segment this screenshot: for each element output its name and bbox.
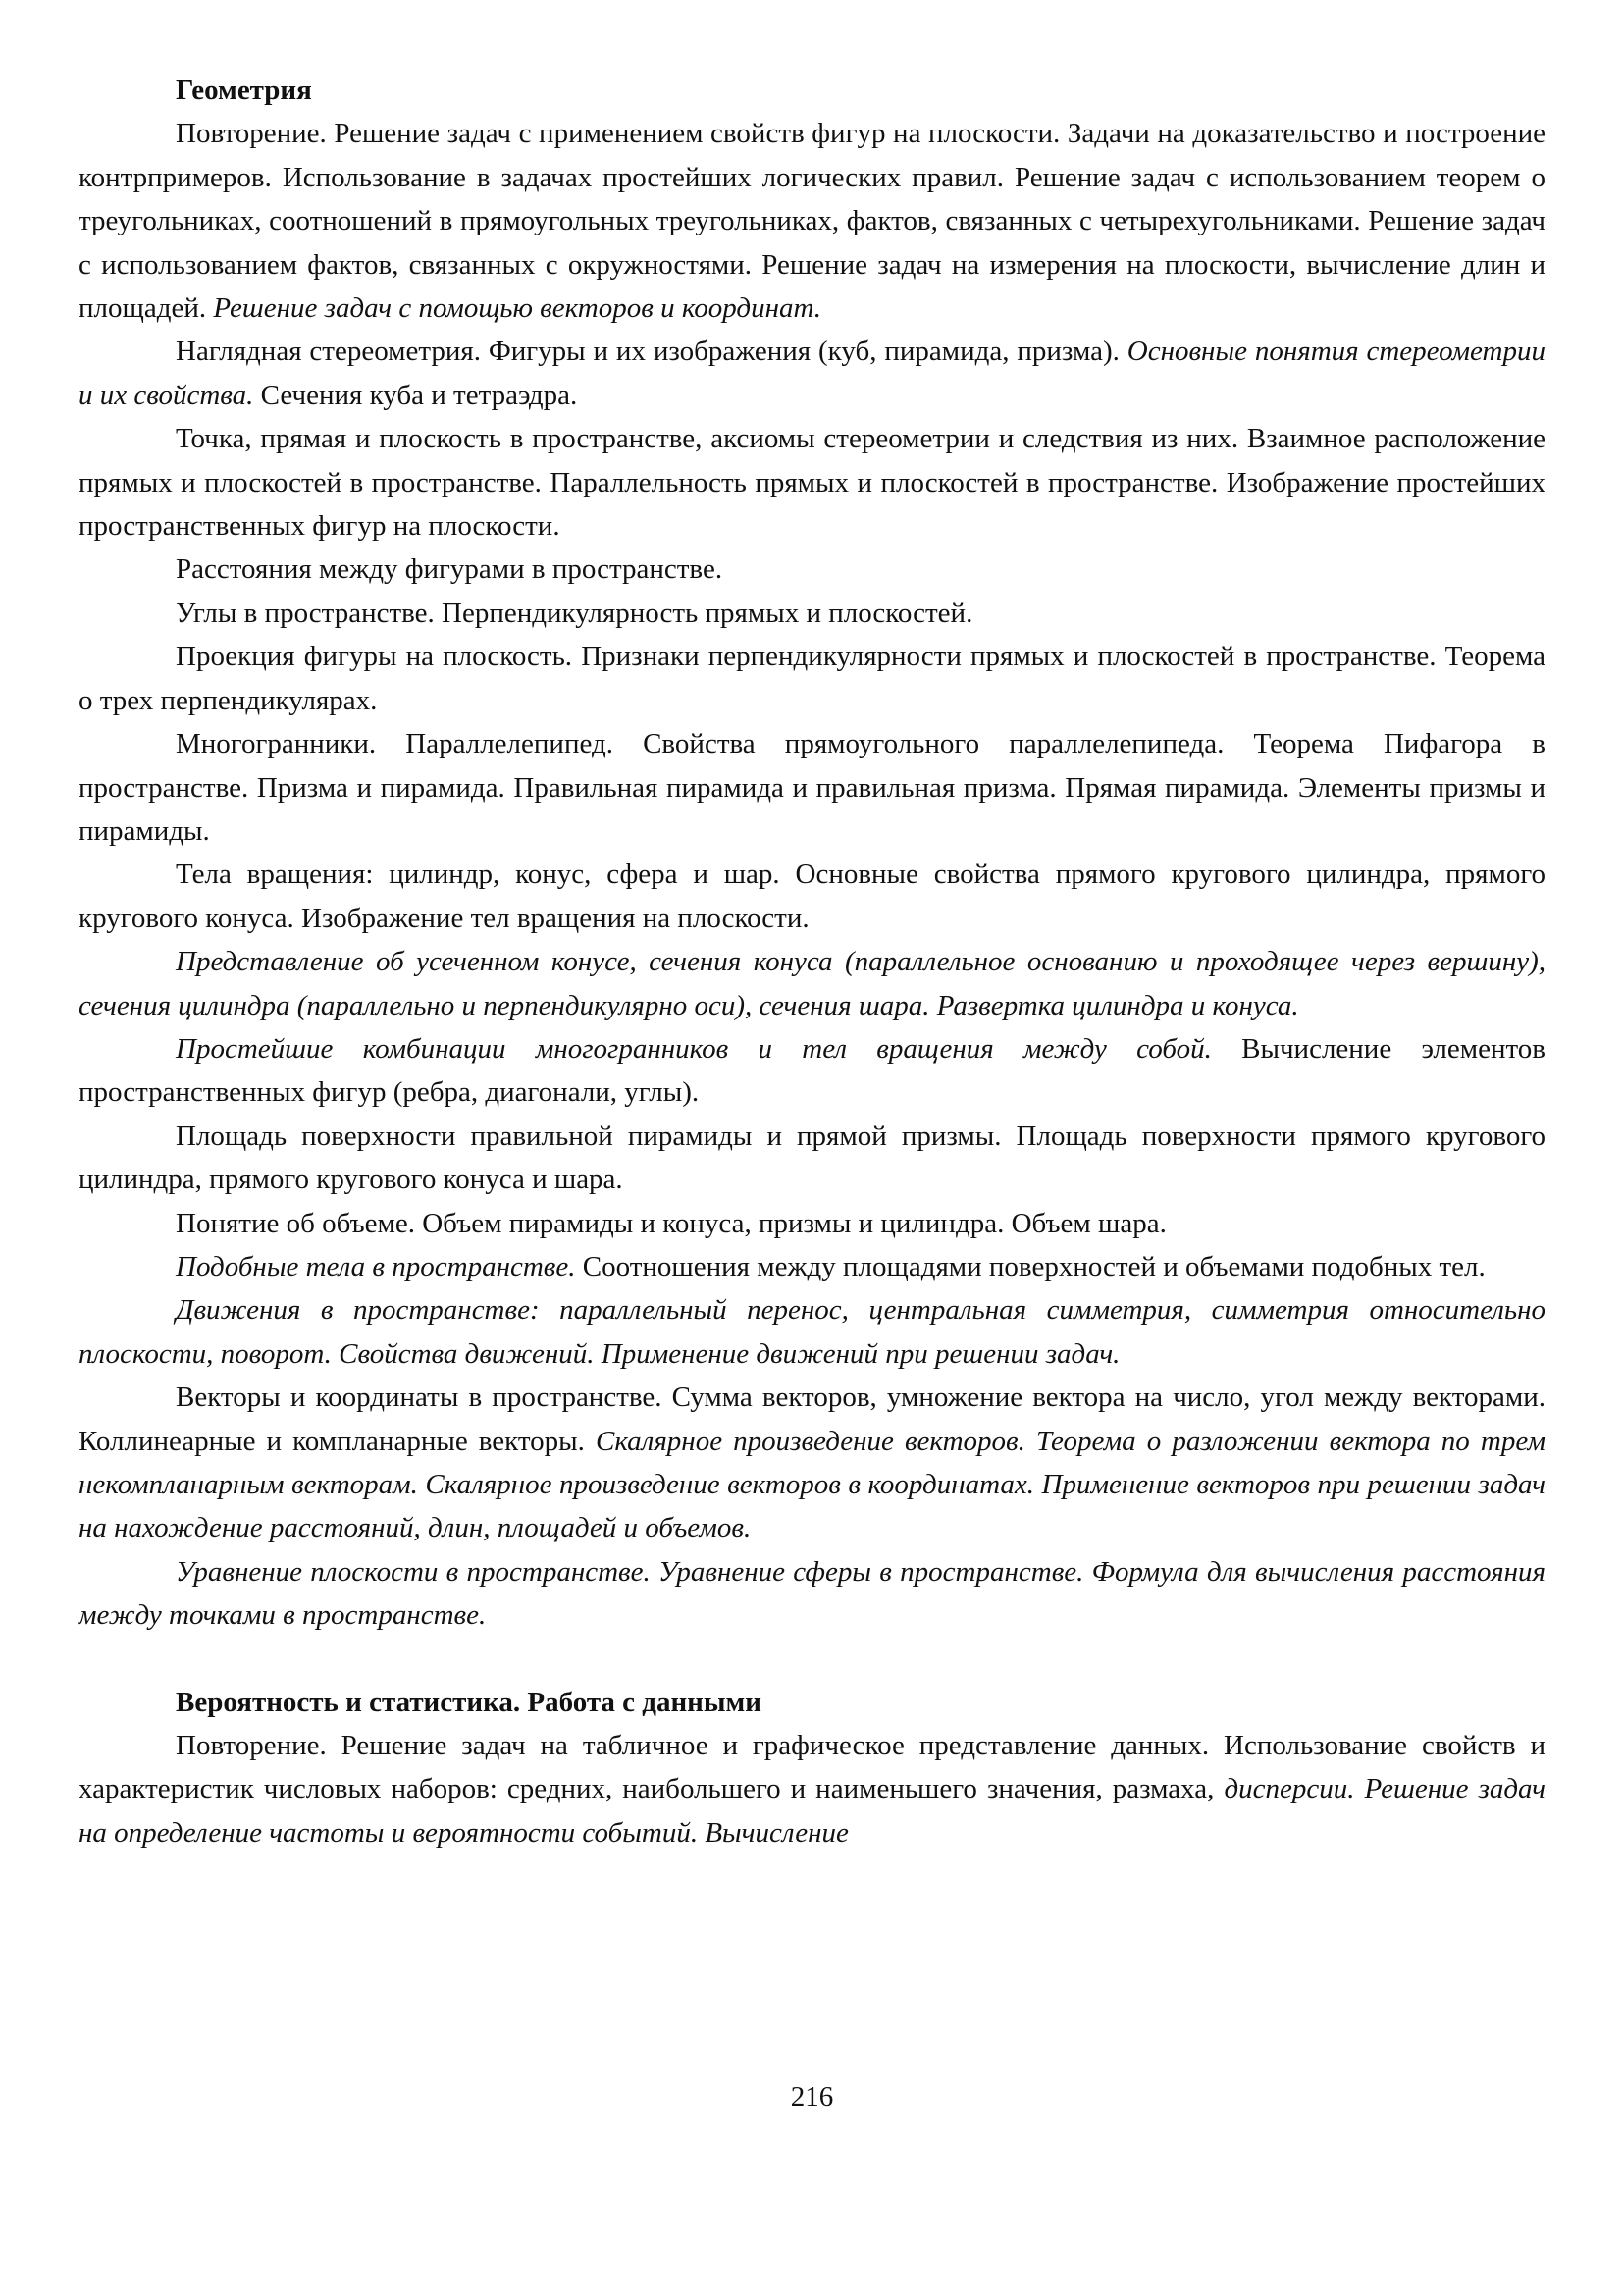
paragraph bbox=[79, 1376, 1545, 1550]
text-run: Вычисление элементов пространственных фигур (ребра, диагонали, углы). bbox=[79, 1032, 1545, 1109]
italic-text: Представление об усеченном конусе, сечения конуса (параллельное основанию и проходящее через вершину), сечения цилиндра (параллельно и перпендикулярно оси), сечения шара. Развертка цилиндра и конуса. bbox=[79, 946, 1545, 1021]
paragraph bbox=[79, 330, 1545, 417]
text-run: Точка, прямая и плоскость в пространстве, аксиомы стереометрии и следствия из них. Взаимное расположение прямых и плоскостей в пространстве. Параллельность прямых и плоскостей в пространстве. Изображение простейших пространственных фигур на плоскости. bbox=[79, 423, 1545, 543]
text-run: Соотношения между площадями поверхностей и объемами подобных тел. bbox=[575, 1250, 1486, 1282]
paragraph bbox=[79, 548, 1545, 591]
text-run: Сечения куба и тетраэдра. bbox=[253, 379, 578, 411]
paragraph bbox=[79, 1245, 1545, 1288]
document-page bbox=[79, 69, 1545, 1854]
paragraph bbox=[79, 592, 1545, 635]
italic-text: Простейшие комбинации многогранников и тел вращения между собой. bbox=[176, 1032, 1212, 1065]
italic-text: Движения в пространстве: параллельный перенос, центральная симметрия, симметрия относительно плоскости, поворот. Свойства движений. Применение движений при решении задач. bbox=[79, 1294, 1545, 1370]
paragraph bbox=[79, 1115, 1545, 1202]
paragraph bbox=[79, 722, 1545, 853]
section-probability-statistics bbox=[79, 1681, 1545, 1855]
italic-text: Скалярное произведение векторов. Теорема о разложении вектора по трем некомпланарным векторам. Скалярное произведение векторов в координатах. Применение векторов при решении задач на нахождение расстояний, длин, площадей и объемов. bbox=[79, 1425, 1545, 1544]
paragraph bbox=[79, 1550, 1545, 1638]
section-body bbox=[79, 112, 1545, 1637]
page-number: 216 bbox=[790, 2081, 834, 2112]
text-run: Тела вращения: цилиндр, конус, сфера и шар. Основные свойства прямого кругового цилиндра, прямого кругового конуса. Изображение тел вращения на плоскости. bbox=[79, 859, 1545, 934]
text-run: Наглядная стереометрия. Фигуры и их изображения (куб, пирамида, призма). bbox=[176, 336, 1127, 368]
paragraph bbox=[79, 1027, 1545, 1115]
paragraph bbox=[79, 853, 1545, 940]
paragraph bbox=[79, 1288, 1545, 1376]
text-run: Расстояния между фигурами в пространстве. bbox=[176, 553, 723, 586]
text-run: Площадь поверхности правильной пирамиды и прямой призмы. Площадь поверхности прямого кругового цилиндра, прямого кругового конуса и шара. bbox=[79, 1120, 1545, 1196]
italic-text: Основные понятия стереометрии и их свойства. bbox=[79, 336, 1545, 411]
paragraph bbox=[79, 1202, 1545, 1245]
italic-text: Подобные тела в пространстве. bbox=[176, 1250, 576, 1282]
italic-text: дисперсии. Решение задач на определение частоты и вероятности событий. Вычисление bbox=[79, 1773, 1545, 1849]
text-run: Повторение. Решение задач с применением свойств фигур на плоскости. Задачи на доказательство и построение контрпримеров. Использование в задачах простейших логических правил. Решение задач с использованием теорем о треугольниках, соотношений в прямоугольных треугольниках, фактов, связанных с четырехугольниками. Решение задач с использованием фактов, связанных с окружностями. Решение задач на измерения на плоскости, вычисление длин и площадей. bbox=[79, 118, 1545, 325]
italic-text: Решение задач с помощью векторов и координат. bbox=[213, 292, 822, 325]
text-run: Многогранники. Параллелепипед. Свойства прямоугольного параллелепипеда. Теорема Пифагора в пространстве. Призма и пирамида. Правильная пирамида и правильная призма. Прямая пирамида. Элементы призмы и пирамиды. bbox=[79, 728, 1545, 847]
text-run: Векторы и координаты в пространстве. Сумма векторов, умножение вектора на число, угол между векторами. Коллинеарные и компланарные векторы. bbox=[79, 1382, 1545, 1457]
text-run: Углы в пространстве. Перпендикулярность прямых и плоскостей. bbox=[176, 597, 973, 629]
paragraph bbox=[79, 417, 1545, 548]
section-body bbox=[79, 1724, 1545, 1854]
paragraph bbox=[79, 940, 1545, 1027]
section-heading-probability-statistics: Вероятность и статистика. Работа с данными bbox=[176, 1686, 761, 1718]
paragraph bbox=[79, 635, 1545, 722]
italic-text: Уравнение плоскости в пространстве. Уравнение сферы в пространстве. Формула для вычисления расстояния между точками в пространстве. bbox=[79, 1555, 1545, 1632]
text-run: Повторение. Решение задач на табличное и графическое представление данных. Использование свойств и характеристик числовых наборов: средних, наибольшего и наименьшего значения, размаха, bbox=[79, 1730, 1545, 1805]
section-heading-geometry: Геометрия bbox=[176, 75, 312, 106]
text-run: Понятие об объеме. Объем пирамиды и конуса, призмы и цилиндра. Объем шара. bbox=[176, 1207, 1167, 1239]
paragraph bbox=[79, 112, 1545, 330]
text-run: Проекция фигуры на плоскость. Признаки перпендикулярности прямых и плоскостей в пространстве. Теорема о трех перпендикулярах. bbox=[79, 641, 1545, 716]
paragraph bbox=[79, 1724, 1545, 1854]
section-geometry bbox=[79, 69, 1545, 1638]
